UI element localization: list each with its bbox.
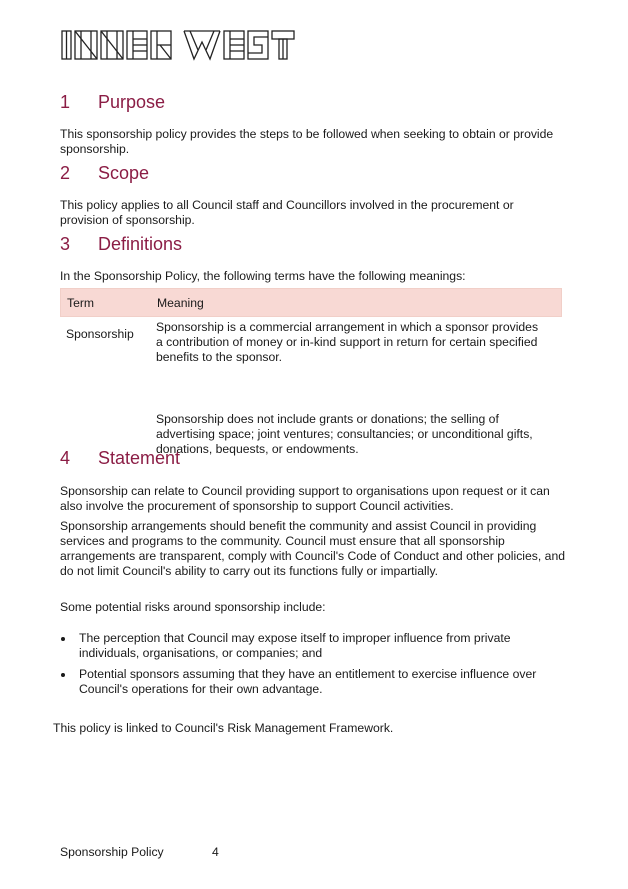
inner-west-logo <box>60 28 300 62</box>
statement-paragraph-2: Sponsorship arrangements should benefit the community and assist Council in providing services and programs to the community. Council must ensure that all sponsorship arrangements are transparent, comply with Council's Code of Conduct and other policies, and do not limit Council's ability to carry out its functions fully or impartially. <box>60 519 565 578</box>
table-header-term: Term <box>67 296 95 310</box>
footer-page-number: 4 <box>212 845 219 859</box>
list-item: The perception that Council may expose itself to improper influence from private individuals, organisations, or companies; and <box>60 631 560 661</box>
table-row <box>60 317 562 462</box>
table-header-row <box>60 288 562 317</box>
purpose-paragraph: This sponsorship policy provides the steps to be followed when seeking to obtain or provide sponsorship. <box>60 127 554 156</box>
section-number: 3 <box>60 234 71 254</box>
scope-paragraph: This policy applies to all Council staff and Councillors involved in the procurement or provision of sponsorship. <box>60 198 514 227</box>
risk-list <box>60 631 560 703</box>
bullet-icon <box>61 637 65 641</box>
section-heading-statement <box>60 448 180 469</box>
section-number: 1 <box>60 92 71 112</box>
definitions-table <box>60 288 562 462</box>
table-cell-meaning-2: Sponsorship does not include grants or donations; the selling of advertising space; joint ventures; consultancies; or unconditional gifts, donations, bequests, or endowments. <box>156 412 533 456</box>
section-heading-scope <box>60 163 149 184</box>
section-title: Scope <box>98 163 150 183</box>
section-heading-definitions <box>60 234 182 255</box>
section-number: 2 <box>60 163 71 183</box>
section-number: 4 <box>60 448 71 468</box>
statement-paragraph-1: Sponsorship can relate to Council providing support to organisations upon request or it can also involve the procurement of sponsorship to support Council activities. <box>60 484 550 513</box>
table-cell-term: Sponsorship <box>66 327 134 341</box>
statement-paragraph-3: Some potential risks around sponsorship include: <box>60 600 326 614</box>
definitions-intro: In the Sponsorship Policy, the following terms have the following meanings: <box>60 269 466 283</box>
closing-paragraph: This policy is linked to Council's Risk Management Framework. <box>53 721 394 735</box>
list-item: Potential sponsors assuming that they have an entitlement to exercise influence over Council's operations for their own advantage. <box>60 667 560 697</box>
section-title: Purpose <box>98 92 166 112</box>
section-title: Statement <box>98 448 181 468</box>
footer-title: Sponsorship Policy <box>60 845 164 859</box>
section-title: Definitions <box>98 234 183 254</box>
table-header-meaning: Meaning <box>157 296 204 310</box>
table-cell-meaning-1: Sponsorship is a commercial arrangement in which a sponsor provides a contribution of money or in-kind support in return for certain specified benefits to the sponsor. <box>156 320 539 364</box>
bullet-icon <box>61 673 65 677</box>
section-heading-purpose <box>60 92 165 113</box>
